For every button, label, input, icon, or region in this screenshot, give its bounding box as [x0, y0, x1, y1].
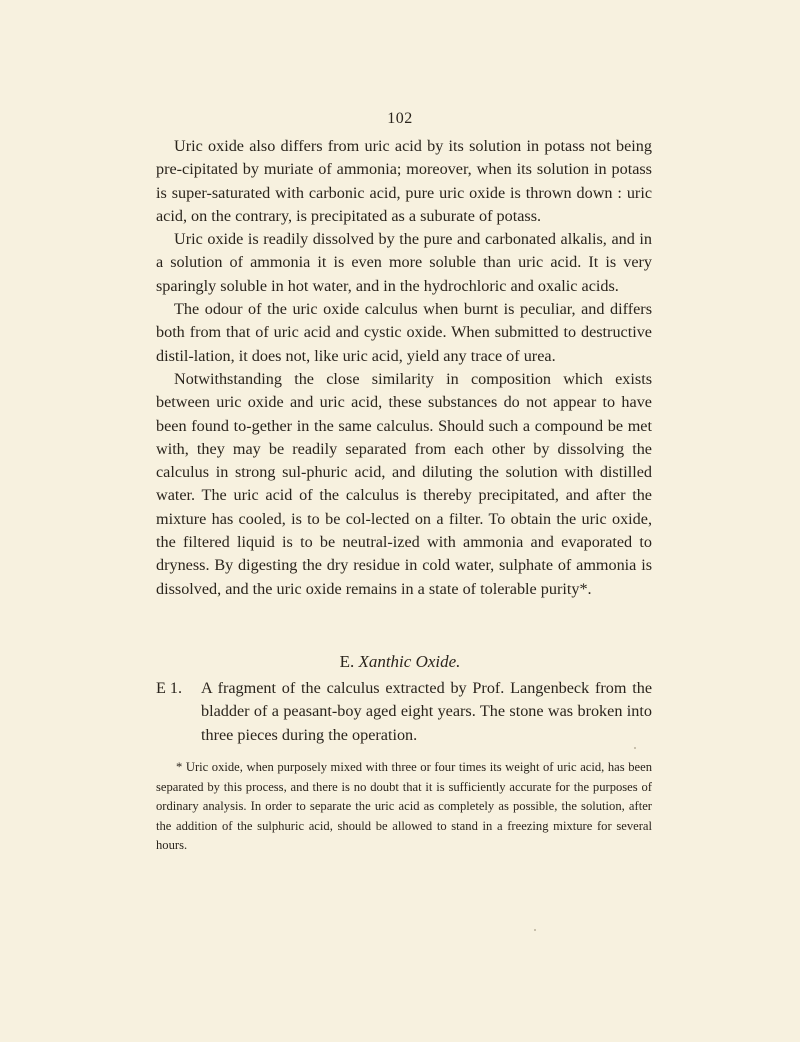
specimen-text: A fragment of the calculus extracted by Prof. Langenbeck from the bladder of a peasant-boy aged eight years. The stone was broken into three pieces during the operation.	[201, 679, 652, 744]
specimen-entry	[156, 677, 652, 747]
section-title: Xanthic Oxide.	[358, 652, 461, 671]
body-text	[156, 135, 652, 601]
paragraph: Uric oxide also differs from uric acid by its solution in potass not being pre-cipitated by muriate of ammonia; moreover, when its solution in potass is super-saturated with carbonic acid, pure uric oxide is thrown down : uric acid, on the contrary, is precipitated as a suburate of potass.	[156, 137, 652, 225]
specimen-label: E 1.	[156, 679, 183, 697]
paragraph: Notwithstanding the close similarity in composition which exists between uric oxide and uric acid, these substances do not appear to have been found to-gether in the same calculus. Should such a compound be met with, they may be readily separated from each other by dissolving the calculus in strong sul-phuric acid, and diluting the solution with distilled water. The uric acid of the calculus is thereby precipitated, and after the mixture has cooled, is to be col-lected on a filter. To obtain the uric oxide, the filtered liquid is to be neutral-ized with ammonia and evaporated to dryness. By digesting the dry residue in cold water, sulphate of ammonia is dissolved, and the uric oxide remains in a state of tolerable purity*.	[156, 369, 652, 598]
paper-speck	[634, 747, 636, 749]
section-heading	[0, 652, 800, 672]
paper-speck	[534, 929, 536, 931]
page-number: 102	[387, 110, 413, 127]
paragraph: Uric oxide is readily dissolved by the pure and carbonated alkalis, and in a solution of ammonia it is even more soluble than uric acid. It is very sparingly soluble in hot water, and in the hydrochloric and oxalic acids.	[156, 230, 652, 295]
paragraph: The odour of the uric oxide calculus when burnt is peculiar, and differs both from that of uric acid and cystic oxide. When submitted to destructive distil-lation, it does not, like uric acid, yield any trace of urea.	[156, 300, 652, 365]
footnote: * Uric oxide, when purposely mixed with three or four times its weight of uric acid, has been separated by this process, and there is no doubt that it is sufficiently accurate for the purposes of ordinary analysis. In order to separate the uric acid as completely as possible, the solution, after the addition of the sulphuric acid, should be allowed to stand in a freezing mixture for several hours.	[156, 760, 652, 852]
section-letter: E.	[339, 652, 355, 671]
